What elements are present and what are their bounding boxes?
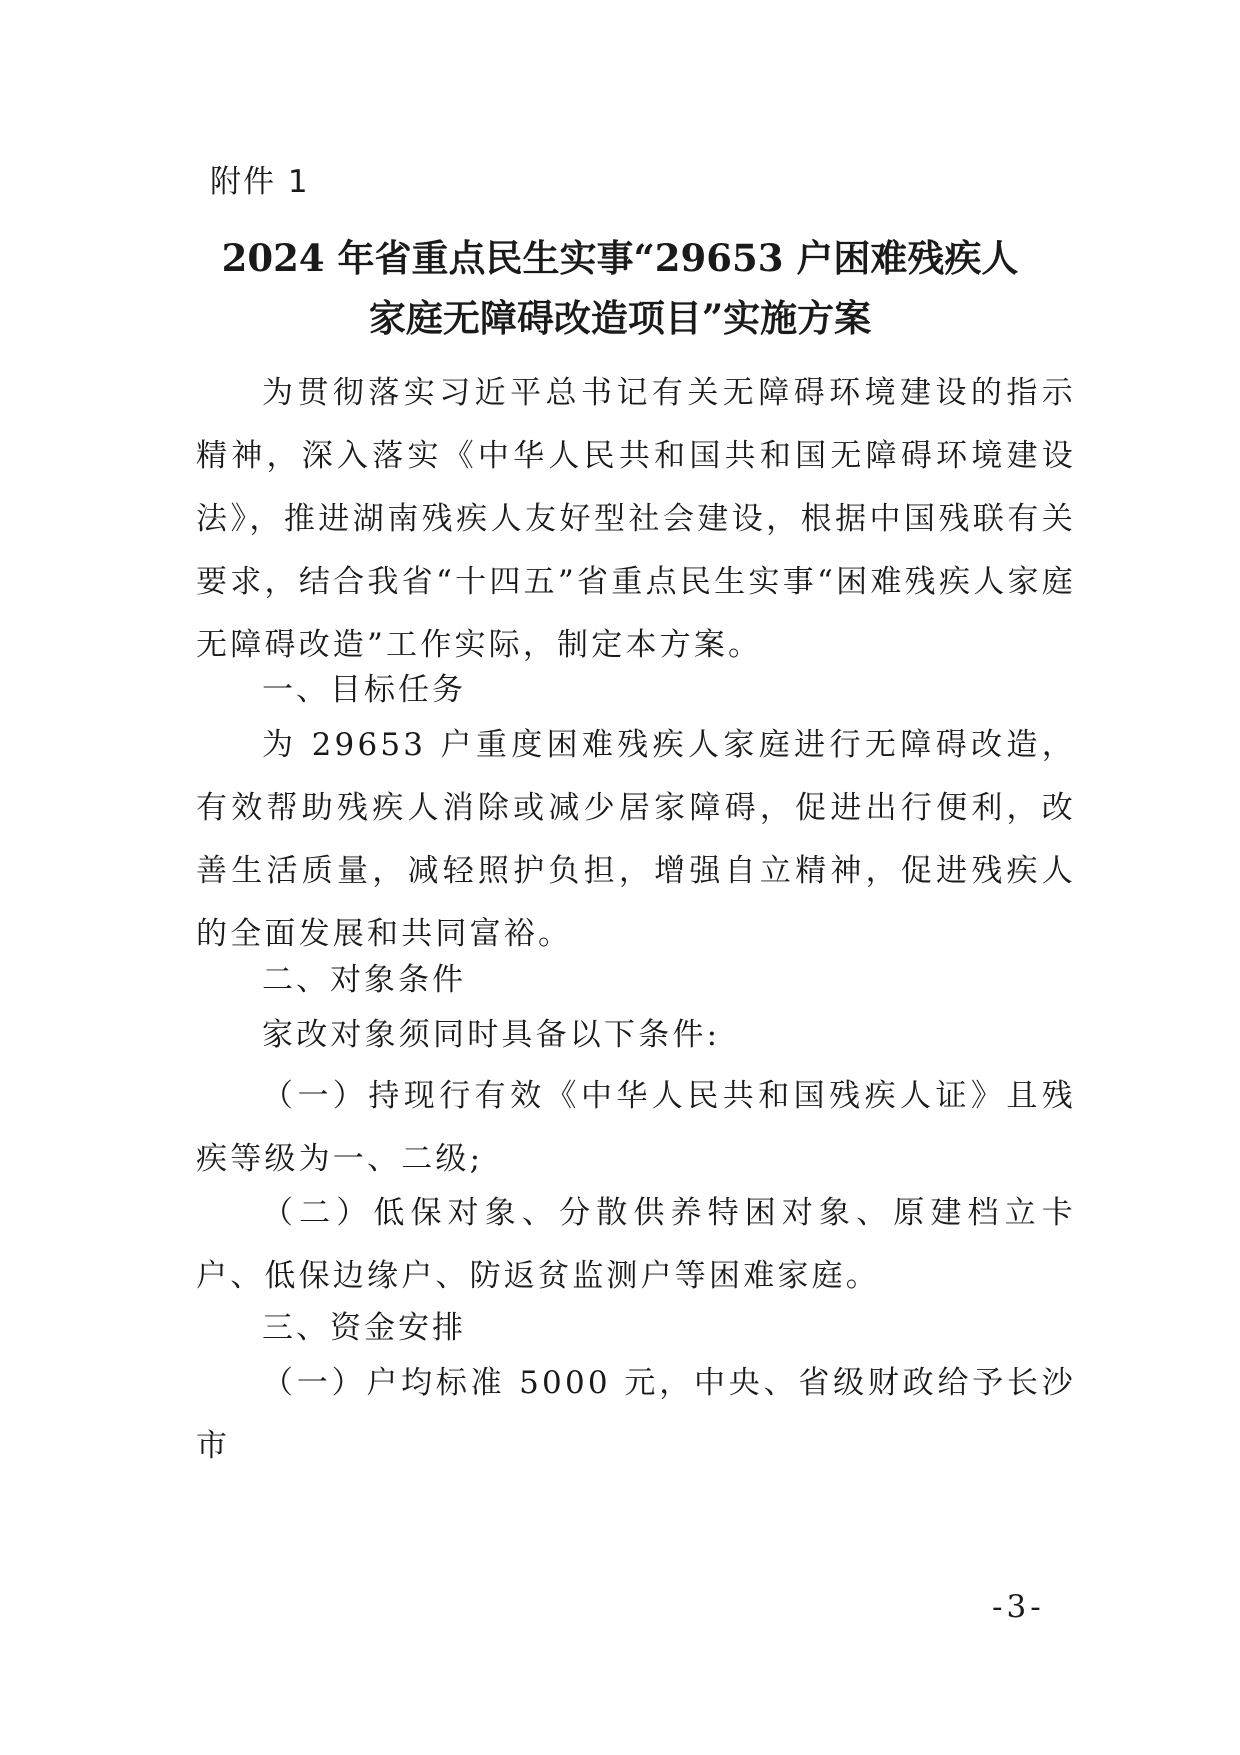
eligibility-item-1: （一）持现行有效《中华人民共和国残疾人证》且残疾等级为一、二级; — [196, 1078, 1076, 1177]
section-heading-eligibility: 二、对象条件 — [262, 962, 466, 998]
goals-paragraph: 为 29653 户重度困难残疾人家庭进行无障碍改造，有效帮助残疾人消除或减少居家障碍，促进出行便利，改善生活质量，减轻照护负担，增强自立精神，促进残疾人的全面发展和共同富裕。 — [196, 727, 1076, 952]
document-title-line-1: 2024 年省重点民生实事“29653 户困难残疾人 — [221, 236, 1019, 280]
page-number: -3- — [992, 1589, 1045, 1625]
section-heading-goals: 一、目标任务 — [262, 672, 466, 708]
attachment-label: 附件 1 — [210, 164, 310, 200]
eligibility-item-2: （二）低保对象、分散供养特困对象、原建档立卡户、低保边缘户、防返贫监测户等困难家庭。 — [196, 1195, 1076, 1294]
intro-paragraph: 为贯彻落实习近平总书记有关无障碍环境建设的指示精神，深入落实《中华人民共和国共和国无障碍环境建设法》，推进湖南残疾人友好型社会建设，根据中国残联有关要求，结合我省“十四五”省重点民生实事“困难残疾人家庭无障碍改造”工作实际，制定本方案。 — [196, 375, 1076, 663]
document-title-line-2: 家庭无障碍改造项目”实施方案 — [368, 296, 872, 340]
funding-item-1: （一）户均标准 5000 元，中央、省级财政给予长沙市 — [196, 1365, 1076, 1464]
section-heading-funding: 三、资金安排 — [262, 1310, 466, 1346]
eligibility-intro: 家改对象须同时具备以下条件: — [262, 1017, 721, 1053]
